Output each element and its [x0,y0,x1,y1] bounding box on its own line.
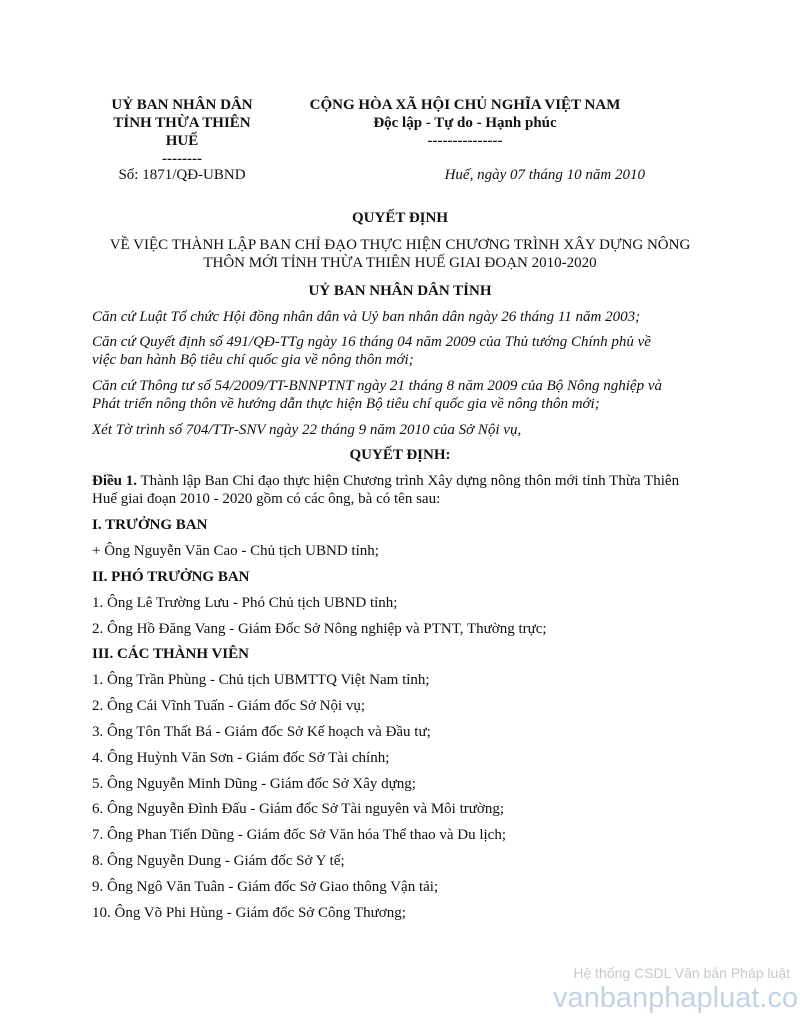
document-number: Số: 1871/QĐ-UBND [118,167,246,183]
list-item: 7. Ông Phan Tiến Dũng - Giám đốc Sở Văn hóa Thể thao và Du lịch; [92,827,507,843]
subtitle-line-2: THÔN MỚI TỈNH THỪA THIÊN HUẾ GIAI ĐOẠN 2010-2020 [203,255,597,271]
article-1-label: Điều 1. [92,473,137,489]
list-item: 6. Ông Nguyễn Đình Đấu - Giám đốc Sở Tài nguyên và Môi trường; [92,801,504,817]
list-item: 3. Ông Tôn Thất Bá - Giám đốc Sở Kế hoạch và Đầu tư; [92,724,431,740]
issuer-line-1: UỶ BAN NHÂN DÂN [111,97,253,113]
list-item: 10. Ông Võ Phi Hùng - Giám đốc Sở Công Thương; [92,905,406,921]
list-item: + Ông Nguyễn Văn Cao - Chủ tịch UBND tỉnh; [92,543,379,559]
article-1-line-2: Huế giai đoạn 2010 - 2020 gồm có các ông, bà có tên sau: [92,491,441,507]
basis-line: Căn cứ Luật Tổ chức Hội đồng nhân dân và Uỷ ban nhân dân ngày 26 tháng 11 năm 2003; [92,309,641,325]
motto: Độc lập - Tự do - Hạnh phúc [373,115,557,131]
article-1-line-1 [92,472,722,490]
basis-item [92,421,712,439]
issuer-rule: -------- [162,151,202,167]
subtitle-line-1: VỀ VIỆC THÀNH LẬP BAN CHỈ ĐẠO THỰC HIỆN CHƯƠNG TRÌNH XÂY DỰNG NÔNG [109,237,691,253]
decide-heading: QUYẾT ĐỊNH: [349,447,451,463]
list-item: 5. Ông Nguyễn Minh Dũng - Giám đốc Sở Xây dựng; [92,776,416,792]
list-item: 2. Ông Hồ Đăng Vang - Giám Đốc Sở Nông nghiệp và PTNT, Thường trực; [92,621,547,637]
article-1 [92,472,722,508]
issuer-block [92,96,272,168]
basis-item [92,308,712,326]
list-item: 1. Ông Trần Phùng - Chủ tịch UBMTTQ Việt Nam tỉnh; [92,672,430,688]
watermark-site: vanbanphapluat.co [553,982,799,1014]
list-item: 9. Ông Ngô Văn Tuân - Giám đốc Sở Giao thông Vận tải; [92,879,439,895]
list-item: 8. Ông Nguyễn Dung - Giám đốc Sở Y tế; [92,853,345,869]
issuer-line-2: TỈNH THỪA THIÊN [113,115,251,131]
section-members-heading: III. CÁC THÀNH VIÊN [92,646,249,662]
basis-line: Xét Tờ trình số 704/TTr-SNV ngày 22 tháng 9 năm 2010 của Sở Nội vụ, [92,422,522,438]
watermark-caption: Hệ thống CSDL Văn bản Pháp luật [573,965,790,981]
document-subtitle [80,236,720,272]
article-1-text: Thành lập Ban Chỉ đạo thực hiện Chương trình Xây dựng nông thôn mới tỉnh Thừa Thiên [137,473,680,489]
motto-rule: --------------- [427,133,503,149]
list-item: 2. Ông Cái Vĩnh Tuấn - Giám đốc Sở Nội vụ; [92,698,366,714]
basis-item [92,333,712,369]
section-deputy-heading: II. PHÓ TRƯỞNG BAN [92,569,250,585]
basis-item [92,377,712,413]
document-date-text: Huế, ngày 07 tháng 10 năm 2010 [444,167,645,183]
national-motto-block [290,96,640,150]
list-item: 4. Ông Huỳnh Văn Sơn - Giám đốc Sở Tài chính; [92,750,390,766]
issuer-line-3: HUẾ [165,133,199,149]
list-item: 1. Ông Lê Trường Lưu - Phó Chủ tịch UBND tỉnh; [92,595,398,611]
document-title: QUYẾT ĐỊNH [352,210,448,226]
basis-line: Căn cứ Quyết định số 491/QĐ-TTg ngày 16 tháng 04 năm 2009 của Thủ tướng Chính phủ về [92,334,651,350]
basis-line: Căn cứ Thông tư số 54/2009/TT-BNNPTNT ngày 21 tháng 8 năm 2009 của Bộ Nông nghiệp và [92,378,662,394]
basis-line: Phát triển nông thôn về hướng dẫn thực hiện Bộ tiêu chí quốc gia về nông thôn mới; [92,396,600,412]
country-name: CỘNG HÒA XÃ HỘI CHỦ NGHĨA VIỆT NAM [309,97,621,113]
basis-line: việc ban hành Bộ tiêu chí quốc gia về nông thôn mới; [92,352,414,368]
section-head-heading: I. TRƯỞNG BAN [92,517,208,533]
authority-heading: UỶ BAN NHÂN DÂN TỈNH [308,283,492,299]
